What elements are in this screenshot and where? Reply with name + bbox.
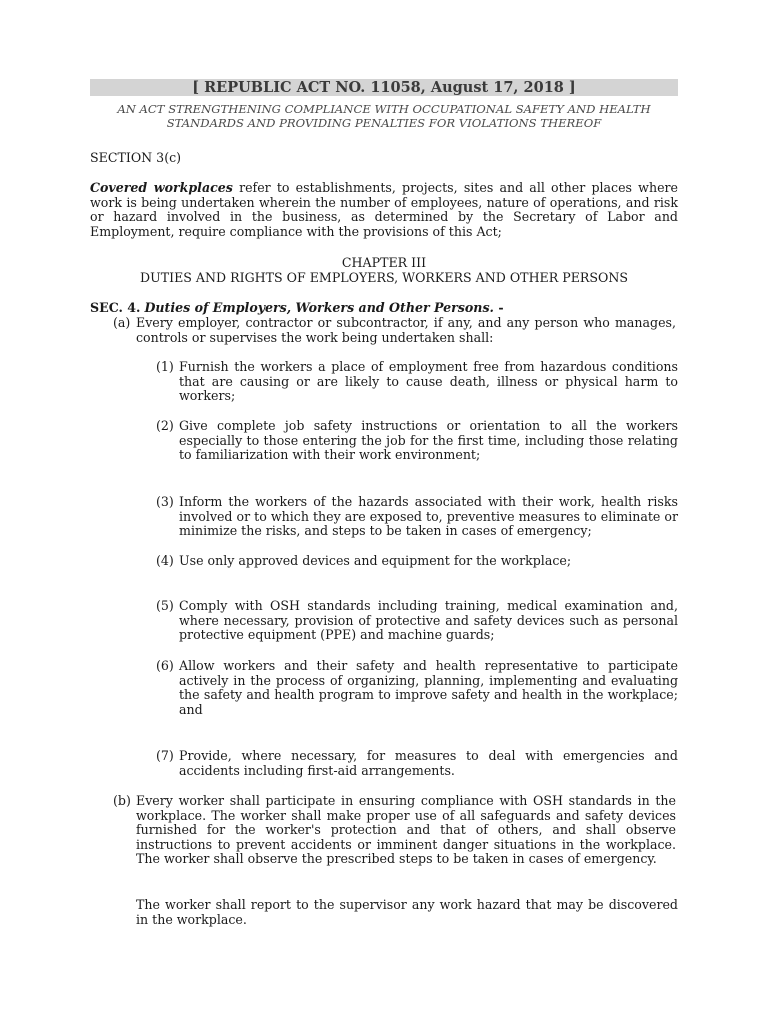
duty-item-text: Use only approved devices and equipment for the workplace;: [179, 553, 572, 568]
duty-item-label: (3): [156, 494, 174, 509]
duty-item-text: Furnish the workers a place of employment free from hazardous conditions that are causing or are likely to cause death, illness or physical harm to workers;: [179, 359, 678, 404]
covered-workplaces-paragraph: [90, 181, 678, 239]
duty-item-label: (1): [156, 359, 174, 374]
act-subtitle-line-1: AN ACT STRENGTHENING COMPLIANCE WITH OCCUPATIONAL SAFETY AND HEALTH: [117, 102, 651, 116]
clause-a-text: Every employer, contractor or subcontractor, if any, and any person who manages, controls or supervises the work being undertaken shall:: [136, 315, 676, 345]
act-title: [ REPUBLIC ACT NO. 11058, August 17, 2018 ]: [90, 79, 678, 96]
sec4-title: Duties of Employers, Workers and Other Persons.: [144, 300, 494, 315]
sec4-dash: -: [493, 300, 504, 315]
sec4-label: SEC. 4.: [90, 300, 141, 315]
duty-item-label: (5): [156, 598, 174, 613]
sec4-heading: [90, 301, 678, 316]
clause-b-label: (b): [113, 793, 131, 808]
definition-text: refer to establishments, projects, sites and all other places where work is being undertaken wherein the number of employees, nature of operations, and risk or hazard involved in the business, as determined by the Secretary of Labor and Employment, require compliance with the provisions of this Act;: [90, 180, 678, 239]
duty-item-label: (6): [156, 658, 174, 673]
chapter-number: CHAPTER III: [341, 255, 427, 270]
section-heading: SECTION 3(c): [90, 150, 182, 165]
duty-item-label: (2): [156, 418, 174, 433]
duty-item-label: (4): [156, 553, 174, 568]
duty-item-text: Provide, where necessary, for measures to deal with emergencies and accidents including first-aid arrangements.: [179, 748, 678, 778]
defined-term: Covered workplaces: [90, 180, 233, 195]
clause-b-report-paragraph: The worker shall report to the supervisor any work hazard that may be discovered in the workplace.: [136, 897, 678, 927]
duty-item-text: Inform the workers of the hazards associated with their work, health risks involved or to which they are exposed to, preventive measures to eliminate or minimize the risks, and steps to be taken in cases of emergency;: [179, 494, 678, 539]
act-subtitle: [90, 103, 678, 130]
duty-item-text: Give complete job safety instructions or orientation to all the workers especially to those entering the job for the first time, including those relating to familiarization with their work environment;: [179, 418, 678, 463]
duty-item-label: (7): [156, 748, 174, 763]
clause-b-text: Every worker shall participate in ensuring compliance with OSH standards in the workplace. The worker shall make proper use of all safeguards and safety devices furnished for the worker's protection and that of others, and shall observe instructions to prevent accidents or imminent danger situations in the workplace. The worker shall observe the prescribed steps to be taken in cases of emergency.: [136, 793, 676, 867]
duty-item-text: Allow workers and their safety and health representative to participate actively in the process of organizing, planning, implementing and evaluating the safety and health program to improve safety and health in the workplace; and: [179, 658, 678, 717]
clause-a-label: (a): [113, 315, 131, 330]
chapter-title: DUTIES AND RIGHTS OF EMPLOYERS, WORKERS AND OTHER PERSONS: [140, 270, 628, 285]
duty-item-text: Comply with OSH standards including training, medical examination and, where necessary, provision of protective and safety devices such as personal protective equipment (PPE) and machine guards;: [179, 598, 678, 643]
act-subtitle-line-2: STANDARDS AND PROVIDING PENALTIES FOR VIOLATIONS THEREOF: [166, 115, 602, 130]
